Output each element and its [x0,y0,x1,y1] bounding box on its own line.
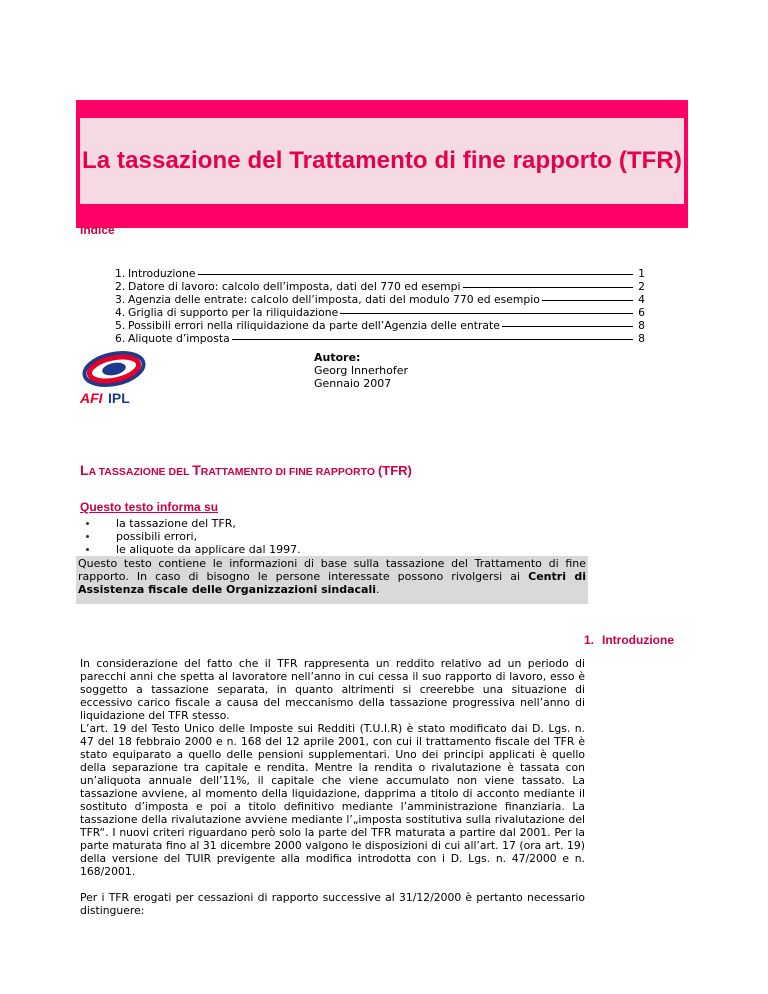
bullet-icon [86,535,89,538]
toc-item-page: 6 [638,306,645,319]
author-name: Georg Innerhofer [314,364,408,377]
paragraph: In considerazione del fatto che il TFR rappresenta un reddito relativo ad un periodo di parecchi anni che spetta al lavoratore nell’anno in cui cessa il suo rapporto di lavoro, esso è soggetto a tassazione separata, in quanto altrimenti si creerebbe una situazione di eccessivo carico fiscale a causa del meccanismo della tassazione progressiva nell’anno di liquidazione del TFR stesso. [80,657,585,722]
bullet-icon [86,548,89,551]
toc-leader [542,300,633,301]
document-title: La tassazione del Trattamento di fine rapporto (TFR) [82,147,682,174]
svg-text:IPL: IPL [108,390,130,406]
toc-item-page: 8 [638,332,645,345]
toc-item-number: 1. [115,267,126,280]
intro-body [80,657,585,917]
toc-item-text: Griglia di supporto per la riliquidazione [128,306,339,319]
list-item: la tassazione del TFR, [86,517,301,530]
toc-item[interactable] [115,306,645,319]
toc-item-number: 3. [115,293,126,306]
section-title: LA TASSAZIONE DEL TRATTAMENTO DI FINE RAPPORTO (TFR) [80,462,412,478]
toc-leader [502,326,633,327]
toc-leader [232,339,633,340]
list-item: le aliquote da applicare dal 1997. [86,543,301,556]
toc-leader [463,287,633,288]
toc-item[interactable] [115,332,645,345]
toc-item[interactable] [115,293,645,306]
paragraph: Per i TFR erogati per cessazioni di rapporto successive al 31/12/2000 è pertanto necessario distinguere: [80,891,585,917]
summary-list [86,517,301,556]
toc-item-number: 6. [115,332,126,345]
info-box: Questo testo contiene le informazioni di base sulla tassazione del Trattamento di fine rapporto. In caso di bisogno le persone interessate possono rivolgersi ai Centri di Assistenza fiscale delle Organizzazioni sindacali. [76,556,588,604]
toc-item-text: Possibili errori nella riliquidazione da parte dell’Agenzia delle entrate [128,319,500,332]
toc-item-text: Datore di lavoro: calcolo dell’imposta, dati del 770 ed esempi [128,280,461,293]
toc-leader [340,313,633,314]
toc-item-page: 2 [638,280,645,293]
bullet-icon [86,522,89,525]
toc-item[interactable] [115,280,645,293]
toc-heading: Indice [80,223,115,237]
table-of-contents [115,267,645,345]
toc-item-number: 4. [115,306,126,319]
author-date: Gennaio 2007 [314,377,392,390]
toc-item[interactable] [115,267,645,280]
author-label: Autore: [314,351,361,364]
toc-item[interactable] [115,319,645,332]
title-banner-inner [80,118,684,204]
title-banner [76,100,688,228]
toc-item-page: 4 [638,293,645,306]
intro-heading-title: Introduzione [602,633,674,647]
afi-ipl-logo [74,345,154,407]
toc-item-number: 2. [115,280,126,293]
svg-text:AFI: AFI [80,390,103,406]
toc-item-number: 5. [115,319,126,332]
paragraph: L’art. 19 del Testo Unico delle Imposte sui Redditi (T.U.I.R) è stato modificato dai D. Lgs. n. 47 del 18 febbraio 2000 e n. 168 del 12 aprile 2001, con cui il trattamento fiscale del TFR è stato equiparato a quello delle pensioni supplementari. Uno dei principi applicati è quello della separazione tra capitale e rendita. Mentre la rendita o rivalutazione è tassata con un’aliquota annuale dell’11%, il capitale che viene accumulato non viene tassato. La tassazione avviene, al momento della liquidazione, dapprima a titolo di acconto mediante il sostituto d’imposta e poi a titolo definitivo mediante l’amministrazione finanziaria. La tassazione della rivalutazione avviene mediante l’„imposta sostitutiva sulla rivalutazione del TFR“. I nuovi criteri riguardano però solo la parte del TFR maturata a partire dal 2001. Per la parte maturata fino al 31 dicembre 2000 valgono le disposizioni di cui all’art. 17 (ora art. 19) della versione del TUIR previgente alla modifica introdotta con i D. Lgs. n. 47/2000 e n. 168/2001. [80,722,585,878]
list-item: possibili errori, [86,530,301,543]
toc-item-text: Aliquote d’imposta [128,332,230,345]
toc-item-page: 1 [638,267,645,280]
toc-leader [198,274,633,275]
toc-item-text: Introduzione [128,267,196,280]
toc-item-page: 8 [638,319,645,332]
toc-item-text: Agenzia delle entrate: calcolo dell’imposta, dati del modulo 770 ed esempio [128,293,540,306]
author-block [314,351,408,390]
intro-heading-number: 1. [583,633,594,647]
section-subheading: Questo testo informa su [80,500,219,514]
intro-heading [554,633,754,647]
afi-ipl-logo-graphic [74,345,154,407]
